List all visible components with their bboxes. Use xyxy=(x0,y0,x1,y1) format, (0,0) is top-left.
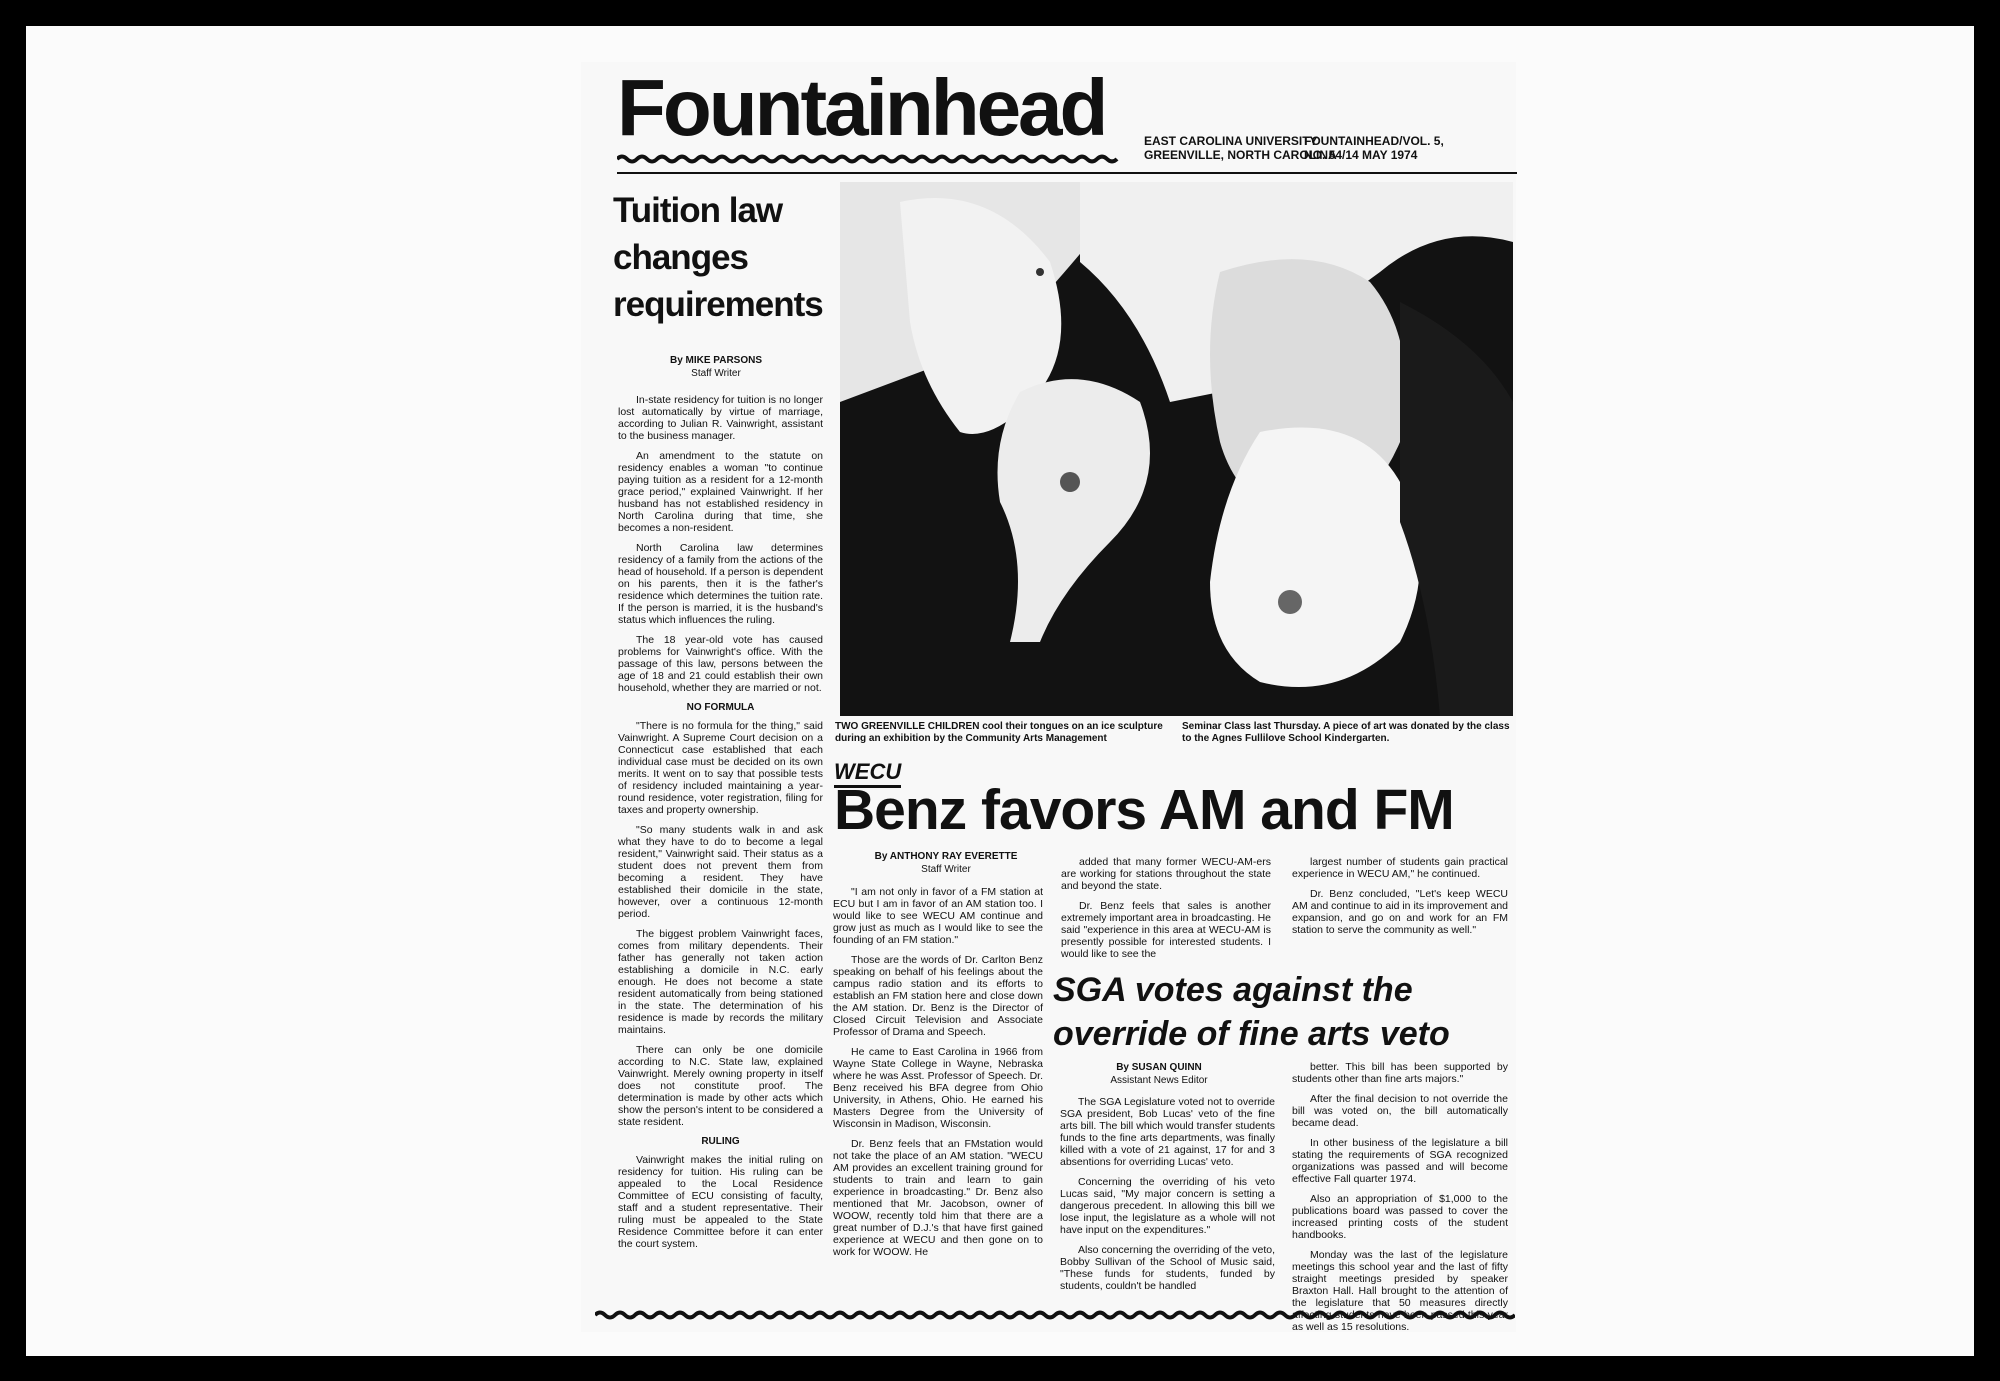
benz-column-2: added that many former WECU-AM-ers are working for stations throughout the state and beyond the state. Dr. Benz feels that sales is another extremely important area in broadcasting. He said "experience in this area at WECU-AM is presently possible for interested students. I would like to see the xyxy=(1061,856,1271,960)
newspaper-page xyxy=(581,62,1516,1332)
benz-byline: By ANTHONY RAY EVERETTE Staff Writer xyxy=(874,851,1018,875)
scan-sheet xyxy=(26,26,1974,1356)
masthead-university: EAST CAROLINA UNIVERSITY GREENVILLE, NORTH CAROLINA xyxy=(1144,134,1337,162)
subhead-ruling: RULING xyxy=(701,1136,740,1147)
benz-column-3: largest number of students gain practical experience in WECU AM," he continued. Dr. Benz concluded, "Let's keep WECU AM and continue to aid in its improvement and expansion, and go on and work for an FM station to serve the community as well." xyxy=(1292,856,1508,936)
sga-column-2: better. This bill has been supported by students other than fine arts majors." After the final decision to not override the bill was voted on, the bill automatically became dead. In other business of the legislature a bill stating the requirements of SGA recognized organizations was passed and will become effective Fall quarter 1974. Also an appropriation of $1,000 to the publications board was passed to cover the increased printing costs of the student handbooks. Monday was the last of the legislature meetings this school year and the last of fifty straight meetings presided by speaker Braxton Hall. Hall brought to the attention of the legislature that 50 measures directly affecting students have been passed this year as well as 15 resolutions. xyxy=(1292,1061,1508,1333)
sga-byline: By SUSAN QUINN Assistant News Editor xyxy=(1110,1062,1208,1086)
footer-wave-rule xyxy=(595,1310,1515,1320)
sga-column-1: The SGA Legislature voted not to override SGA president, Bob Lucas' veto of the fine arts bill. The bill which would transfer students funds to the fine arts departments, was finally killed with a vote of 21 against, 17 for and 3 absentions for overriding Lucas' veto. Concerning the overriding of his veto Lucas said, "My major concern is setting a dangerous precedent. In allowing this bill we lose input, the legislature as a whole will not have input on the expenditures." Also concerning the overriding of the veto, Bobby Sullivan of the School of Music said, "These funds for students, funded by students, couldn't be handled xyxy=(1060,1096,1275,1292)
masthead-rule xyxy=(617,172,1517,174)
masthead-title: Fountainhead xyxy=(617,63,1106,152)
children-ice-sculpture-photo xyxy=(840,182,1513,716)
photo-image xyxy=(840,182,1513,716)
tuition-headline: Tuition law changes requirements xyxy=(613,191,823,324)
subhead-no-formula: NO FORMULA xyxy=(686,702,755,713)
masthead-issue: FOUNTAINHEAD/VOL. 5, NO. 54/14 MAY 1974 xyxy=(1304,134,1444,162)
photo-caption-right: Seminar Class last Thursday. A piece of art was donated by the class to the Agnes Fullilove School Kindergarten. xyxy=(1182,721,1510,744)
sga-headline: SGA votes against the override of fine arts veto xyxy=(1053,971,1450,1053)
masthead-wave-rule xyxy=(617,154,1517,164)
photo-caption-left: TWO GREENVILLE CHILDREN cool their tongues on an ice sculpture during an exhibition by the Community Arts Management xyxy=(835,721,1163,744)
benz-kicker: WECU xyxy=(834,759,901,788)
tuition-body: In-state residency for tuition is no longer lost automatically by virtue of marriage, according to Julian R. Vainwright, assistant to the business manager. An amendment to the statute on residency enables a woman "to continue paying tuition as a resident for a 12-month grace period," explained Vainwright. If her husband has not established residency in North Carolina during that time, she becomes a non-resident. North Carolina law determines residency of a family from the actions of the head of household. If a person is dependent on his parents, then it is the father's residence which determines the tuition rate. If the person is married, it is the husband's status which influences the ruling. The 18 year-old vote has caused problems for Vainwright's office. With the passage of this law, persons between the age of 18 and 21 could establish their own household, whether they are married or not. NO FORMULA "There is no formula for the thing," said Vainwright. A Supreme Court decision on a Connecticut case established that each individual case must be decided on its own merits. It went on to say that possible tests of residency included maintaining a year-round residence, voter registration, filing for taxes and property ownership. "So many students walk in and ask what they have to do to become a legal resident," Vainwright said. Their status as a student does not prevent them from becoming a resident. They have established their domicile in the state, however, over a continuous 12-month period. The biggest problem Vainwright faces, comes from military dependents. Their father has generally not taken action establishing a domicile in N.C. early enough. He does not become a state resident automatically from being stationed in the state. The determination of his residence is made by records the military maintains. There can only be one domicile according to N.C. State law, explained Vainwright. Merely owning property in itself does not constitute proof. The determination is made by other acts which show the person's intent to be considered a state resident. RULING Vainwright makes the initial ruling on residency for tuition. His ruling can be appealed to the Local Residence Committee of ECU consisting of faculty, staff and a student representative. Their ruling must be appealed to the State Residence Committee before it can enter the court system. xyxy=(618,394,823,1250)
tuition-byline: By MIKE PARSONS Staff Writer xyxy=(669,355,763,379)
benz-column-1: "I am not only in favor of a FM station at ECU but I am in favor of an AM station too. I would like to see WECU AM continue and grow just as much as I would like to see the founding of an FM station." Those are the words of Dr. Carlton Benz speaking on behalf of his feelings about the campus radio station and its efforts to establish an FM station here and close down the AM station. Dr. Benz is the Director of Closed Circuit Television and Associate Professor of Drama and Speech. He came to East Carolina in 1966 from Wayne State College in Wayne, Nebraska where he was Asst. Professor of Speech. Dr. Benz received his BFA degree from Ohio University, in Athens, Ohio. He earned his Masters Degree from the University of Wisconsin in Madison, Wisconsin. Dr. Benz feels that an FMstation would not take the place of an AM station. "WECU AM provides an excellent training ground for students to train and learn to gain experience in broadcasting." Dr. Benz also mentioned that Mr. Jacobson, owner of WOOW, recently told him that there are a great number of D.J.'s that have first gained experience at WECU and then gone on to work for WOOW. He xyxy=(833,886,1043,1258)
benz-headline: Benz favors AM and FM xyxy=(834,778,1454,842)
